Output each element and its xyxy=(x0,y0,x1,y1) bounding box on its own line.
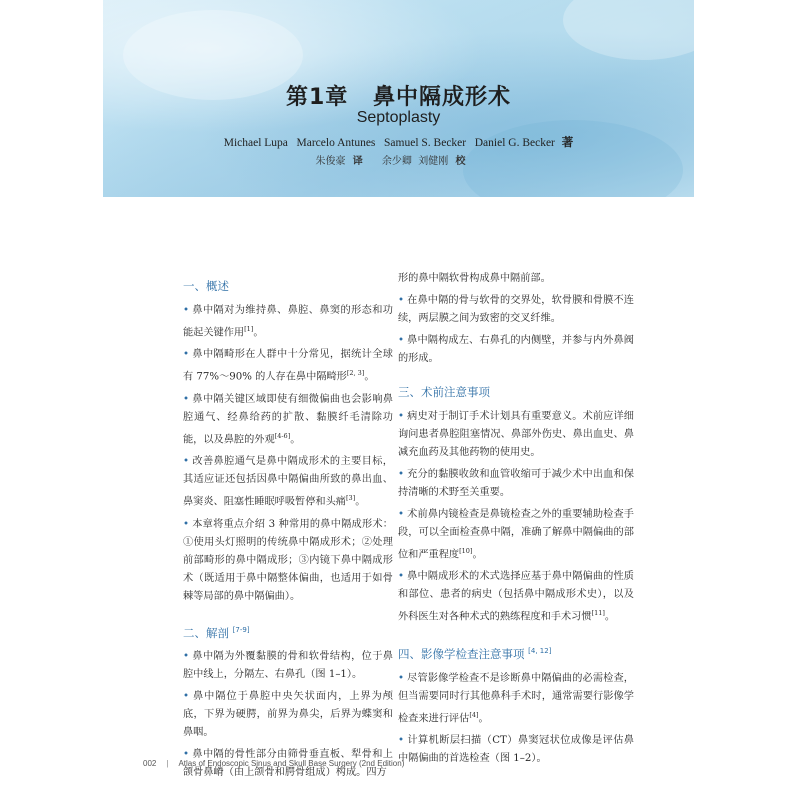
reviewer-role: 校 xyxy=(455,156,466,167)
bullet-icon: • xyxy=(398,295,405,306)
citation: [10] xyxy=(459,547,473,555)
citation: [4] xyxy=(469,710,479,719)
chapter-title-en: Septoplasty xyxy=(356,109,441,126)
right-column xyxy=(398,270,634,772)
translator-role: 译 xyxy=(352,156,363,167)
chapter-title-cn: 鼻中隔成形术 xyxy=(372,85,511,110)
paragraph: • 计算机断层扫描（CT）鼻窦冠状位成像是评估鼻中隔偏曲的首选检查（图 1–2）。 xyxy=(398,735,634,764)
bullet-icon: • xyxy=(183,651,190,663)
section-heading-imaging: 四、影像学检查注意事项 [4, 12] xyxy=(398,646,552,661)
section-heading-overview: 一、概述 xyxy=(183,279,229,293)
chapter-title xyxy=(103,80,694,111)
citation: [4-6] xyxy=(274,431,291,440)
bullet-icon: • xyxy=(398,672,405,684)
paragraph: • 鼻中隔成形术的术式选择应基于鼻中隔偏曲的性质和部位、患者的病史（包括鼻中隔成形术史），以及外科医生对各种术式的熟练程度和手术习惯[11]。 xyxy=(398,571,634,623)
bullet-icon: • xyxy=(183,749,190,761)
bullet-icon: • xyxy=(183,456,190,468)
left-column xyxy=(183,276,393,786)
author-role: 著 xyxy=(561,135,574,149)
paragraph: • 鼻中隔构成左、右鼻孔的内侧壁，并参与内外鼻阀的形成。 xyxy=(398,335,634,364)
bullet-icon: • xyxy=(183,691,190,703)
paragraph: 形的鼻中隔软骨构成鼻中隔前部。 xyxy=(398,273,551,284)
citation: [4, 12] xyxy=(528,646,552,655)
watercolor-wash xyxy=(563,0,694,60)
bullet-icon: • xyxy=(398,735,405,746)
paragraph: • 病史对于制订手术计划具有重要意义。术前应详细询问患者鼻腔阻塞情况、鼻部外伤史、鼻出血史、鼻减充血药及其他药物的使用史。 xyxy=(398,411,634,458)
paragraph: • 充分的黏膜收敛和血管收缩可于减少术中出血和保持清晰的术野至关重要。 xyxy=(398,469,634,498)
paragraph: • 鼻中隔关键区域即使有细微偏曲也会影响鼻腔通气、经鼻给药的扩散、黏膜纤毛清除功能，以及鼻腔的外观[4-6]。 xyxy=(183,393,393,446)
paragraph: • 鼻中隔对为维持鼻、鼻腔、鼻窦的形态和功能起关键作用[1]。 xyxy=(183,305,393,339)
paragraph: • 鼻中隔的骨性部分由筛骨垂直板、犁骨和上颌骨鼻嵴（由上颌骨和腭骨组成）构成。四方 xyxy=(183,749,393,779)
translator-name: 朱俊豪 xyxy=(315,156,346,167)
paragraph: • 尽管影像学检查不是诊断鼻中隔偏曲的必需检查，但当需要同时行其他鼻科手术时，通常需要行影像学检查来进行评估[4]。 xyxy=(398,672,634,724)
bullet-icon: • xyxy=(183,393,190,405)
bullet-icon: • xyxy=(398,335,405,346)
citation: [1] xyxy=(244,325,254,333)
reviewer-names: 余少卿 刘健刚 xyxy=(381,156,449,167)
citation: [11] xyxy=(591,609,605,618)
bullet-icon: • xyxy=(398,411,405,422)
bullet-icon: • xyxy=(398,469,405,480)
author-names: Michael Lupa Marcelo Antunes Samuel S. Becker Daniel G. Becker xyxy=(223,137,555,149)
paragraph: • 鼻中隔畸形在人群中十分常见，据统计全球有 77%～90% 的人存在鼻中隔畸形[2, 3]。 xyxy=(183,349,393,383)
page-footer xyxy=(143,759,404,768)
bullet-icon: • xyxy=(183,349,190,361)
citation: [7-9] xyxy=(232,625,250,634)
page-number: 002 xyxy=(143,759,157,768)
paragraph: • 本章将重点介绍 3 种常用的鼻中隔成形术：①使用头灯照明的传统鼻中隔成形术；②处理前部畸形的鼻中隔成形；③内镜下鼻中隔成形术（既适用于鼻中隔整体偏曲，也适用于如骨棘等局部的鼻中隔偏曲）。 xyxy=(183,518,393,602)
paragraph: • 鼻中隔为外覆黏膜的骨和软骨结构，位于鼻腔中线上，分隔左、右鼻孔（图 1–1）。 xyxy=(183,651,393,681)
author-line xyxy=(103,134,694,150)
bullet-icon: • xyxy=(398,571,405,583)
chapter-label: 第1章 xyxy=(286,85,349,110)
section-heading-preop: 三、术前注意事项 xyxy=(398,385,490,399)
bullet-icon: • xyxy=(398,509,405,520)
bullet-icon: • xyxy=(183,305,190,316)
book-title: Atlas of Endoscopic Sinus and Skull Base Surgery (2nd Edition) xyxy=(178,759,405,768)
section-heading-anatomy: 二、解剖 [7-9] xyxy=(183,625,250,640)
citation: [2, 3] xyxy=(346,369,365,378)
chapter-banner xyxy=(103,0,694,197)
translator-line xyxy=(103,152,694,167)
citation: [3] xyxy=(346,494,356,503)
bullet-icon: • xyxy=(183,518,190,530)
footer-separator: | xyxy=(166,759,169,768)
paragraph: • 术前鼻内镜检查是鼻镜检查之外的重要辅助检查手段，可以全面检查鼻中隔，准确了解鼻中隔偏曲的部位和严重程度[10]。 xyxy=(398,509,634,561)
paragraph: • 在鼻中隔的骨与软骨的交界处，软骨膜和骨膜不连续，两层膜之间为致密的交叉纤维。 xyxy=(398,295,634,324)
paragraph: • 鼻中隔位于鼻腔中央矢状面内，上界为颅底，下界为硬腭，前界为鼻尖，后界为蝶窦和鼻咽。 xyxy=(183,691,393,739)
paragraph: • 改善鼻腔通气是鼻中隔成形术的主要目标，其适应证还包括因鼻中隔偏曲所致的鼻出血、鼻窦炎、阻塞性睡眠呼吸暂停和头痛[3]。 xyxy=(183,456,393,508)
